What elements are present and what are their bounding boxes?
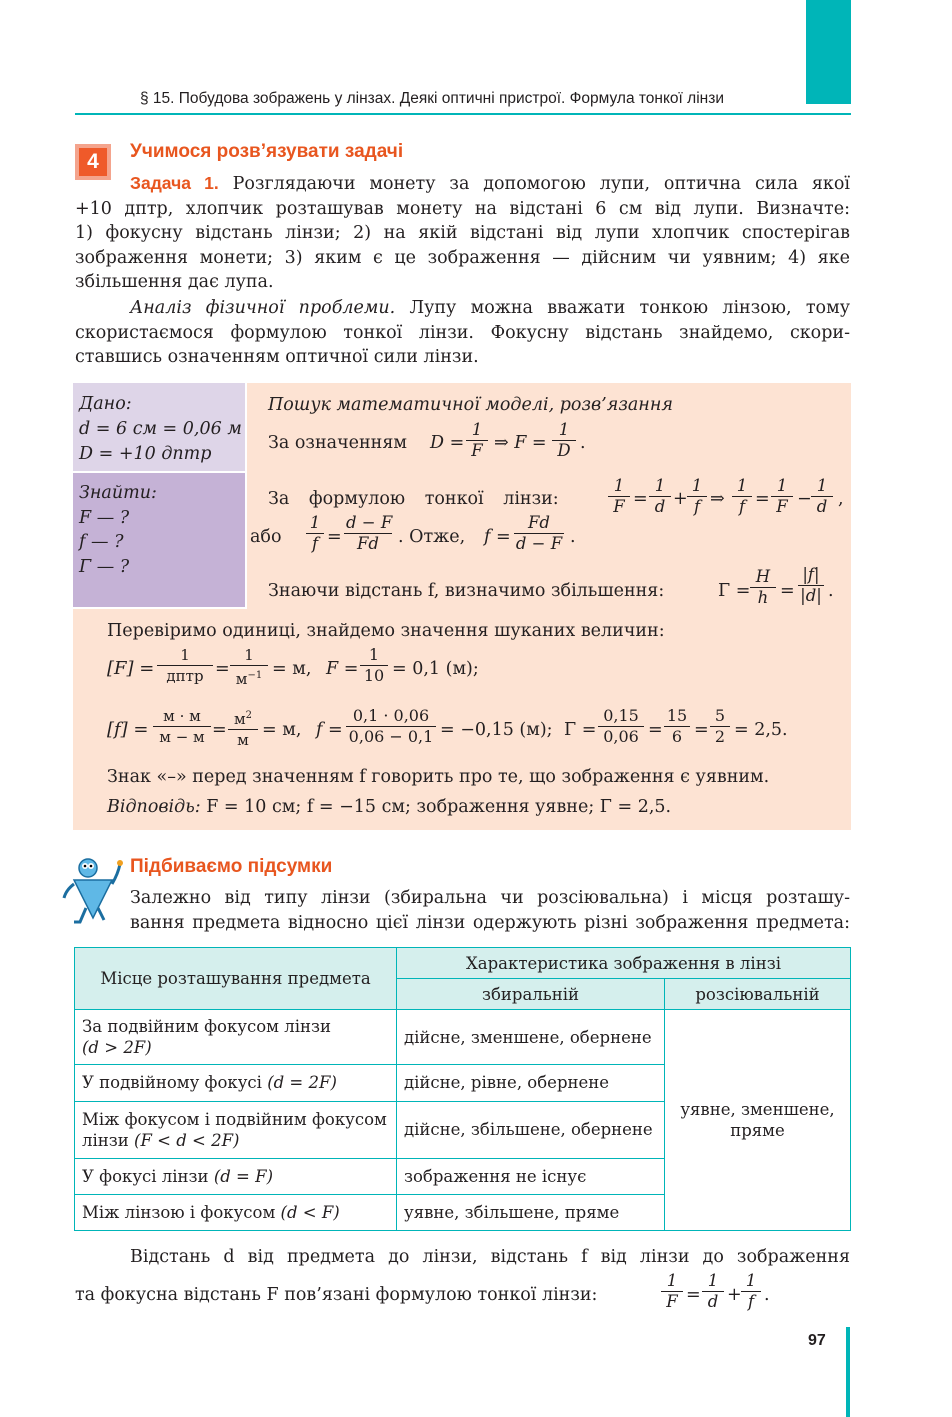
op-plus-1: + xyxy=(673,489,688,509)
closing-paragraph xyxy=(75,1245,850,1270)
closing-frac-1f: $\frac{1}{f}$ xyxy=(741,1271,761,1312)
F-result: = 0,1 (м); xyxy=(392,659,479,679)
row-condition: (F < d < 2F) xyxy=(134,1130,240,1150)
diverging-all-rows: уявне, зменшене, пряме xyxy=(665,1010,851,1231)
frac-Fd-dF: $\frac{Fd}{d - F}$ xyxy=(515,513,563,553)
check-text: Перевіримо одиниці, знайдемо значення шуканих величин: xyxy=(107,621,665,641)
def-implies-F: ⇒ F = xyxy=(494,433,547,453)
analysis-line-2: скористаємося формулою тонкої лінзи. Фокусну відстань знайдемо, скори- xyxy=(75,322,850,343)
header-color-tab xyxy=(806,0,851,104)
frac-f-calc: $\frac{0,1 \cdot 0,06}{0,06 - 0,1}$ xyxy=(346,706,436,747)
analysis-paragraph xyxy=(75,296,850,370)
find-f: f — ? xyxy=(79,532,124,552)
closing-eq: = xyxy=(686,1285,701,1305)
op-eq-7: = xyxy=(648,720,663,740)
f-period: . xyxy=(570,527,576,547)
gamma-result: = 2,5. xyxy=(734,720,788,740)
given-D: D = +10 дптр xyxy=(79,444,212,464)
given-d: d = 6 см = 0,06 м xyxy=(79,419,242,439)
summary-line-2: вання предмета відносно цієї лінзи одержують різні зображення предмета: xyxy=(130,912,850,933)
lens-frac2-1F: $\frac{1}{F}$ xyxy=(771,476,793,517)
or-frac-dF-Fd: $\frac{d - F}{Fd}$ xyxy=(346,513,393,553)
f-val-eq: f = xyxy=(316,720,343,740)
frac-1-m-1: 1 $м^{-1}$ xyxy=(230,645,268,689)
given-box xyxy=(73,383,245,471)
frac-1-dptr: 1 дптр xyxy=(157,645,213,686)
table-row xyxy=(75,1010,851,1065)
hence-text: . Отже, xyxy=(398,527,466,547)
gamma-eq: Γ = xyxy=(718,581,751,601)
row-converging: уявне, збільшене, пряме xyxy=(397,1194,665,1230)
row-condition: (d = 2F) xyxy=(267,1073,337,1093)
frac-1-over-D: $\frac{1}{D}$ xyxy=(552,420,576,461)
summary-paragraph xyxy=(130,886,850,935)
lens-frac2-1d: $\frac{1}{d}$ xyxy=(811,476,833,517)
image-characteristics-table xyxy=(74,947,851,1231)
closing-period: . xyxy=(764,1285,770,1305)
task-line-2: +10 дптр, хлопчик розташував монету на відстані 6 см від лупи. Визначте: xyxy=(75,198,850,219)
row-condition: (d > 2F) xyxy=(82,1038,152,1058)
unit-f: [f] = xyxy=(107,719,149,740)
task-paragraph xyxy=(75,171,850,295)
F-eq: F = xyxy=(326,659,359,679)
row-converging: дійсне, рівне, обернене xyxy=(397,1065,665,1101)
row-condition: (d = F) xyxy=(213,1166,274,1186)
analysis-line-3: ставшись означенням оптичної сили лінзи. xyxy=(75,347,479,367)
answer-line xyxy=(107,796,671,818)
sign-text: Знак «–» перед значенням f говорить про те, що зображення є уявним. xyxy=(107,767,770,787)
summary-title: Підбиваємо підсумки xyxy=(130,856,333,877)
lens-frac-1f: $\frac{1}{f}$ xyxy=(687,476,707,517)
header-place: Місце розташування предмета xyxy=(75,948,397,1010)
op-eq-4: = xyxy=(780,581,795,601)
row-converging: зображення не існує xyxy=(397,1158,665,1194)
task-line-1: Задача 1. Розглядаючи монету за допомогою лупи, оптична сила якої xyxy=(130,173,850,194)
knowing-text: Знаючи відстань f, визначимо збільшення: xyxy=(268,581,665,601)
or-frac-1f: $\frac{1}{f}$ xyxy=(306,513,324,554)
find-F: F — ? xyxy=(79,508,130,528)
header-rule xyxy=(75,113,851,115)
answer-text: F = 10 см; f = −15 см; зображення уявне; Γ = 2,5. xyxy=(200,797,672,817)
frac-mm-mm: м · м м − м xyxy=(153,706,211,747)
unit-F: [F] = xyxy=(107,658,155,679)
gamma-val-eq: Γ = xyxy=(564,720,597,740)
op-eq-8: = xyxy=(694,720,709,740)
op-eq-2: = xyxy=(755,489,770,509)
row-place: Між лінзою і фокусом xyxy=(82,1202,276,1222)
row-place: За подвійним фокусом лінзи xyxy=(82,1017,331,1037)
frac-15-6: $\frac{15}{6}$ xyxy=(664,706,690,747)
header-diverging: розсіювальній xyxy=(665,979,851,1010)
closing-frac-1F: $\frac{1}{F}$ xyxy=(661,1271,683,1312)
row-place: У фокусі лінзи xyxy=(82,1166,209,1186)
closing-line-1: Відстань d від предмета до лінзи, відстань f від лінзи до зображення xyxy=(130,1247,850,1267)
header-converging: збиральній xyxy=(397,979,665,1010)
op-eq-1: = xyxy=(633,489,648,509)
def-D: D = xyxy=(430,433,465,453)
formula-text: За формулою тонкої лінзи: xyxy=(268,489,559,509)
row-place: Між фокусом і подвійним фокусом лінзи xyxy=(82,1109,387,1150)
task-label: Задача 1. xyxy=(130,173,219,193)
row-converging: дійсне, збільшене, обернене xyxy=(397,1101,665,1158)
task-line-4: зображення монети; 3) яким є це зображення — дійсним чи уявним; 4) яке xyxy=(75,247,850,268)
def-period: . xyxy=(580,433,586,453)
frac-abs-f-abs-d: $\frac{|f|}{|d|}$ xyxy=(798,565,824,606)
find-title: Знайти: xyxy=(79,483,157,503)
page-number-bar xyxy=(846,1327,850,1417)
lens-frac2-1f: $\frac{1}{f}$ xyxy=(732,476,752,517)
task-line-5: збільшення дає лупа. xyxy=(75,272,274,292)
op-eq-6: = xyxy=(212,720,227,740)
op-comma: , xyxy=(838,489,844,509)
given-title: Дано: xyxy=(79,394,132,414)
find-box xyxy=(73,473,245,607)
lens-frac-1d: $\frac{1}{d}$ xyxy=(649,476,671,517)
frac-1-10: $\frac{1}{10}$ xyxy=(360,645,388,686)
header-characteristic: Характеристика зображення в лінзі xyxy=(397,948,851,979)
row-condition: (d < F) xyxy=(280,1202,340,1222)
frac-m2-m: $м^2$ м xyxy=(228,706,258,750)
closing-line-2: та фокусна відстань F пов’язані формулою тонкої лінзи: xyxy=(75,1285,598,1305)
op-eq-5: = xyxy=(215,659,230,679)
or-text: або xyxy=(250,527,282,547)
answer-label: Відповідь: xyxy=(107,797,201,817)
solution-title: Пошук математичної моделі, розв’язання xyxy=(268,395,673,415)
section-number: 4 xyxy=(79,148,107,176)
op-minus: − xyxy=(797,489,812,509)
row-converging: дійсне, зменшене, обернене xyxy=(397,1010,665,1065)
op-eq-3: = xyxy=(327,527,342,547)
frac-5-2: $\frac{5}{2}$ xyxy=(710,706,730,747)
row-place: У подвійному фокусі xyxy=(82,1073,262,1093)
find-gamma: Γ — ? xyxy=(79,557,130,577)
gamma-period: . xyxy=(828,581,834,601)
section-title: Учимося розв’язувати задачі xyxy=(130,141,404,162)
page-number: 97 xyxy=(808,1332,826,1349)
frac-015-006: $\frac{0,15}{0,06}$ xyxy=(598,706,644,747)
analysis-label: Аналіз фізичної проблеми. xyxy=(130,298,396,318)
closing-frac-1d: $\frac{1}{d}$ xyxy=(702,1271,724,1312)
mascot-character-icon xyxy=(60,856,126,926)
task-line-3: 1) фокусну відстань лінзи; 2) на якій відстані від лупи хлопчик спостерігав xyxy=(75,223,850,243)
frac-1-over-F: $\frac{1}{F}$ xyxy=(466,420,488,461)
f-result: = −0,15 (м); xyxy=(440,720,553,740)
unit-F-result: = м, xyxy=(272,659,312,679)
frac-H-h: $\frac{H}{h}$ xyxy=(750,567,776,608)
running-title: § 15. Побудова зображень у лінзах. Деякі оптичні пристрої. Формула тонкої лінзи xyxy=(140,90,724,107)
f-eq: f = xyxy=(484,527,511,547)
lens-frac-1F: $\frac{1}{F}$ xyxy=(608,476,630,517)
op-implies: ⇒ xyxy=(710,489,725,509)
analysis-line-1: Аналіз фізичної проблеми. Лупу можна вважати тонкою лінзою, тому xyxy=(130,298,850,318)
summary-line-1: Залежно від типу лінзи (збиральна чи розсіювальна) і місця розташу- xyxy=(130,888,850,908)
closing-plus: + xyxy=(727,1285,742,1305)
unit-f-result: = м, xyxy=(262,720,302,740)
definition-text: За означенням xyxy=(268,433,407,453)
